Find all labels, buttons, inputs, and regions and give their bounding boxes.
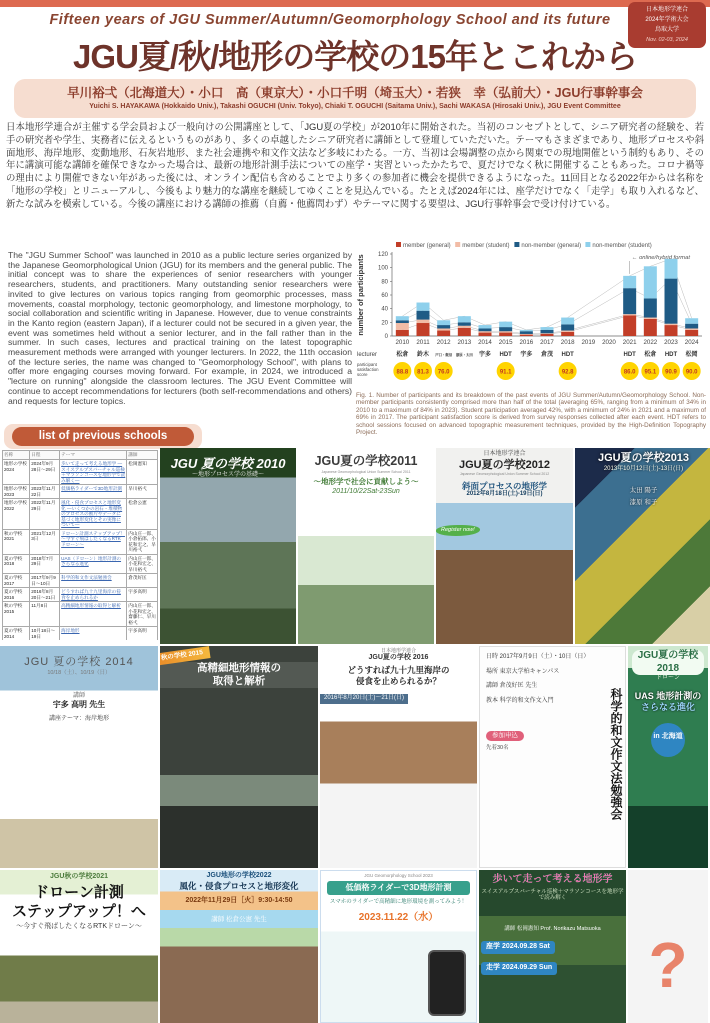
school-name-cell: 地形の学校 2023 — [3, 485, 30, 499]
lecturer-cell: 宇多高明 — [127, 588, 158, 602]
score-value: 81.3 — [417, 369, 429, 376]
poster-2021-line-2: ステップアップ！へ — [12, 902, 146, 920]
date-cell: 10月18日～19日 — [30, 627, 60, 641]
poster-2021-line-1: ドローン計測 — [34, 883, 124, 901]
theme-link[interactable]: 風化・侵食プロセスと地形変化 ―いくつかの岩石・堆積物のプロセスの断片やデータに基づく地形変化とその実像について― — [61, 500, 123, 527]
bar-segment — [520, 334, 533, 335]
poster-2023-line-1: 低価格ライダーで3D地形計測 — [327, 881, 470, 895]
lecturer-name: 鈴木 — [416, 352, 430, 358]
poster-2014-line-2: 講師 — [72, 692, 85, 699]
poster-2014-line-0: JGU 夏の学校 2014 — [24, 656, 134, 668]
bar-segment — [437, 328, 450, 330]
column-header: 講師 — [127, 451, 158, 460]
poster-thumbnail-2016 — [320, 646, 477, 868]
badge-line: 日本地形学連合 — [645, 7, 688, 13]
bar-segment — [561, 324, 574, 330]
connector-line — [568, 276, 630, 318]
lecturer-cell: 内山庄一郎、小倉拓郎、小花和宏之、早川裕弌 — [128, 530, 156, 552]
poster-thumbnail-2012 — [436, 448, 573, 644]
poster-2015-line-2: 取得と解析 — [160, 675, 318, 688]
bar-segment — [499, 322, 512, 327]
bar-segment — [541, 330, 554, 333]
figure-caption: Fig. 1. Number of participants and its breakdown of the past events of JGU Summer/Autumn/Geomorphology School. Non-member participants consistently comprised more than half of the total (averaging 65%, ranging from a minimum of 34% in 2010 to a maximum of 84% in 2023). Student participation averaged 42%, with a minimum of 24% in 2021 and a maximum of 69% in 2017. The participant satisfaction score is derived from survey responses collected after each event. HDT refers to school sessions focused on advanced topographic measurement techniques, provided by the High-Definition Topography Project. — [356, 392, 706, 437]
poster-thumbnail-2022 — [160, 870, 318, 1023]
school-name-cell: 夏の学校2014 — [3, 627, 30, 641]
column-header: 名称 — [3, 451, 30, 460]
school-name-cell: 夏の学校2016 — [3, 588, 30, 602]
connector-line — [568, 288, 630, 324]
legend-label: non-member (student) — [592, 243, 652, 249]
table-row — [3, 554, 158, 574]
bar-segment — [396, 330, 409, 336]
legend-label: non-member (general) — [521, 243, 582, 249]
lecturer-name: 松倉 — [644, 352, 657, 358]
year-label: 2022 — [643, 339, 658, 346]
poster-placeholder — [628, 870, 708, 1023]
table-row — [3, 529, 158, 554]
poster-thumbnail-2021 — [0, 870, 158, 1023]
poster-2011-line-2: ～地形学で社会に貢献しよう～ — [313, 477, 419, 486]
score-value: 90.9 — [665, 369, 677, 376]
lecturer-cell: 宇多高明 — [127, 627, 158, 641]
poster-2014-line-3: 宇多 高明 先生 — [52, 700, 106, 710]
poster-2023-line-0: JGU Geomorphology School 2023 — [364, 873, 433, 878]
date-cell: 11月8日 — [30, 602, 60, 627]
score-row-label: participant — [357, 362, 377, 367]
bar-segment — [644, 319, 657, 336]
poster-2023-line-3: 2023.11.22（水） — [358, 911, 439, 923]
authors-english: Yuichi S. HAYAKAWA (Hokkaido Univ.), Takashi OGUCHI (Univ. Tokyo), Chiaki T. OGUCHI (Saitama Univ.), Sachi WAKASA (Hirosaki Univ.), JGU Event Committee — [89, 103, 621, 110]
lecturer-name: 松岡 — [685, 352, 698, 358]
poster-2022-line-2: 2022年11月29日［火］9:30-14:50 — [185, 897, 293, 905]
lecturer-cell: 松倉公憲 — [127, 499, 158, 530]
bar-segment — [665, 279, 678, 324]
poster-2015-line-1: 高精細地形情報の — [160, 662, 318, 675]
poster-2017-line-6: 先着30名 — [486, 745, 509, 751]
poster-thumbnail-2011 — [298, 448, 434, 644]
y-tick-label: 120 — [377, 252, 388, 258]
theme-cell — [60, 588, 127, 602]
year-label: 2012 — [436, 339, 451, 346]
year-label: 2020 — [602, 339, 616, 346]
table-row — [3, 627, 158, 641]
column-header: テーマ — [60, 451, 127, 460]
bar-segment — [417, 323, 430, 336]
annotation-label: ← online/hybrid format — [631, 255, 690, 261]
poster-thumbnail-2023 — [320, 870, 477, 1023]
placeholder-question-mark: ? — [648, 929, 688, 1001]
poster-2016-line-1: JGU夏の学校 2016 — [368, 654, 429, 662]
date-cell: 2022年11月29日 — [30, 499, 60, 530]
lecturer-cell: 早川裕弌 — [127, 485, 158, 499]
bar-segment — [685, 318, 698, 323]
theme-link[interactable]: 低価格ライダーで3D地形計測 — [61, 486, 123, 491]
bar-segment — [561, 332, 574, 336]
lecturer-cell: 松岡憲知 — [127, 460, 158, 485]
legend-swatch — [514, 242, 519, 247]
table-row — [3, 460, 158, 485]
legend-swatch — [585, 242, 590, 247]
theme-cell — [60, 485, 127, 499]
connector-line — [568, 314, 630, 330]
date-cell: 2021年12月3日 — [30, 529, 60, 554]
poster-thumbnail-2017 — [479, 646, 626, 868]
lecturer-name: 倉茂 — [540, 352, 554, 358]
poster-2024-line-2: 講師 松岡憲知 Prof. Norikazu Matsuoka — [504, 926, 601, 933]
badge-line: 鳥取大学 — [654, 26, 679, 33]
year-label: 2017 — [540, 339, 554, 346]
bar-segment — [417, 303, 430, 311]
poster-2017-line-2: 場所 東京大学柏キャンパス — [486, 668, 560, 675]
score-value: 90.0 — [685, 369, 698, 376]
poster-thumbnail-2024 — [479, 870, 626, 1023]
bar-segment — [685, 328, 698, 329]
bar-segment — [479, 328, 492, 331]
theme-cell — [60, 554, 127, 574]
year-label: 2023 — [664, 339, 678, 346]
smartphone-graphic — [428, 950, 466, 1016]
score-value: 95.1 — [644, 369, 657, 376]
poster-2017-line-3: 講師 倉茂好匡 先生 — [486, 683, 538, 689]
score-value: 76.0 — [437, 369, 450, 376]
bar-segment — [396, 323, 409, 330]
score-row-label: score — [357, 372, 368, 377]
poster-2013-line-2: 太田 陽子 — [629, 487, 658, 495]
poster-2022-line-0: JGU地形の学校2022 — [206, 872, 272, 879]
year-label: 2014 — [478, 339, 492, 346]
theme-link[interactable]: どうすれば九十九里海岸の侵食を止められるか — [61, 589, 121, 600]
legend-swatch — [455, 242, 460, 247]
school-name-cell: 地形の学校 2024 — [3, 460, 30, 485]
lecturer-row-label: lecturer — [357, 352, 378, 358]
score-value: 91.1 — [499, 369, 512, 376]
score-value: 88.8 — [396, 369, 409, 376]
legend-label: member (student) — [462, 243, 510, 249]
school-name-cell: 夏の学校2017 — [3, 574, 30, 588]
lecturer-name: 戸口・飯沼 — [435, 353, 453, 357]
lecturer-name: 松倉 — [396, 352, 409, 358]
poster-2016-line-4: 2016年8月20日(土)～21日(日) — [320, 694, 408, 704]
poster-thumbnail-2013 — [575, 448, 710, 644]
poster-2016-line-2: どうすれば九十九里海岸の — [347, 665, 450, 675]
bar-segment — [417, 311, 430, 320]
poster-thumbnail-2014 — [0, 646, 158, 868]
year-label: 2016 — [519, 339, 534, 346]
poster-2010-line-0: JGU 夏の学校 2010 — [170, 456, 286, 471]
theme-cell — [60, 529, 127, 554]
bar-segment — [499, 331, 512, 332]
bar-segment — [665, 324, 678, 325]
table-row — [3, 602, 158, 627]
poster-2014-line-1: 10/18（土）、10/19（日） — [47, 669, 111, 676]
poster-2024-line-4: 走学 2024.09.29 Sun — [481, 962, 557, 975]
school-name-cell: 地形の学校 2022 — [3, 499, 30, 530]
bar-segment — [396, 316, 409, 320]
schools-heading: list of previous schools — [12, 427, 194, 446]
lecturer-cell: 内山庄一郎、小花和宏之、早川裕弌 — [128, 555, 156, 572]
bar-segment — [417, 320, 430, 323]
poster-2011-line-1: Japanese Geomorphological Union Summer School 2011 — [321, 469, 411, 474]
lecturer-name: HDT — [623, 352, 636, 358]
bar-segment — [437, 325, 450, 328]
poster-2012-line-0: 日本地形学連合 — [483, 451, 526, 457]
bar-segment — [396, 320, 409, 323]
table-row — [3, 499, 158, 530]
bar-segment — [685, 324, 698, 329]
bar-segment — [458, 316, 471, 322]
participants-figure — [356, 240, 708, 395]
table-row — [3, 574, 158, 588]
bar-segment — [561, 331, 574, 332]
bar-segment — [541, 334, 554, 336]
bar-segment — [479, 325, 492, 328]
bar-segment — [520, 330, 533, 331]
poster-2012-line-5: Register now! — [436, 525, 480, 536]
bar-segment — [623, 316, 636, 337]
poster-2014-line-4: 講座テーマ：海岸地形 — [48, 716, 109, 723]
y-axis-label: number of participants — [356, 254, 365, 336]
bar-segment — [541, 327, 554, 330]
lecturer-name: 宇多 — [520, 352, 533, 358]
poster-thumbnail-2018 — [628, 646, 708, 868]
y-tick-label: 80 — [381, 279, 388, 286]
poster-2015-line-0: 秋の学校 2015 — [160, 646, 211, 666]
poster-2017-line-1: 日時 2017年9月9日（土）・10日（日） — [486, 654, 590, 660]
theme-cell — [60, 602, 127, 627]
poster-2017-line-5: 参加申込 — [486, 731, 524, 741]
theme-cell — [60, 574, 127, 588]
abstract-japanese: 日本地形学連合が主催する学会員および一般向けの公開講座として、「JGU夏の学校」が2010年に開始された。当初のコンセプトとして、シニア研究者の経験を、若手の研究者や学生、実務者に伝えるというものがあり、多くの卓越したシニア研究者に講師として登壇していただいた。テーマもさまざまであり、地形プロセスや斜面地形、海岸地形、変動地形、石灰岩地形、また社会連携や和文作文法など多岐にわたる。一方、当初は会場調整の点から関東での現地開催という制約もあり、その年に講演可能な講師を確保できなかった場合は、最新の地形計測手法についての座学・実習といったかたちで、夏だけでなく秋に開催することもあった。コロナ禍等の理由により開催できない年があった後には、オンライン配信も含めることでより多くの参加者に機会を提供できるようになった。11回目となる2022年からは名称を「地形の学校」とリニューアルし、今後もより魅力的な講座を継続してゆくことを見込んでいる。たとえば2024年には、座学だけでなく「走学」も取り入れるなど、新たな試みを模索している。今後の講座における講師の推薦（自薦・他薦問わず）やテーマに関する要望は、JGU行事幹事会で受け付けている。 — [6, 121, 704, 209]
poster-2018-line-3: さらなる進化 — [640, 701, 695, 712]
year-label: 2021 — [622, 339, 637, 346]
date-cell: 2024年9月28日～29日 — [30, 460, 60, 485]
date-cell: 2017年9月9日～10日 — [30, 574, 60, 588]
school-name-cell: 秋の学校2015 — [3, 602, 30, 627]
poster-2012-line-2: Japanese Geomorphological Union Summer School 2012 — [459, 472, 550, 477]
previous-schools-table — [2, 450, 158, 640]
y-tick-label: 0 — [384, 334, 388, 340]
poster-2016-line-0: 日本地形学連合 — [380, 648, 416, 654]
participants-chart — [356, 240, 708, 390]
theme-link[interactable]: ドローン計測ステップアップ！～今すぐ飛ばしたくなるRTKドローン～ — [61, 530, 125, 547]
schools-table-grid — [2, 450, 158, 640]
year-label: 2013 — [457, 339, 472, 346]
poster-thumbnail-2015 — [160, 646, 318, 868]
bar-segment — [479, 333, 492, 336]
column-header: 日程 — [30, 451, 60, 460]
theme-cell — [60, 499, 127, 530]
bar-segment — [623, 276, 636, 288]
authors-band — [14, 79, 696, 118]
bar-segment — [458, 322, 471, 325]
badge-date: Nov. 02-03, 2024 — [646, 36, 688, 43]
lecturer-cell: 倉茂好匡 — [127, 574, 158, 588]
bar-segment — [479, 331, 492, 332]
badge-line: 2024年学術大会 — [645, 16, 689, 23]
lecturer-name: HDT — [499, 352, 512, 358]
theme-link[interactable]: UAS（ドローン）地形計測のさらなる進化 — [61, 555, 122, 566]
table-row — [3, 485, 158, 499]
lecturer-name: 漆原・太田 — [455, 353, 473, 357]
poster-2018-line-2: UAS 地形計測の — [634, 690, 702, 701]
poster-2018-line-1: ドローン — [656, 675, 680, 681]
theme-cell — [60, 627, 127, 641]
theme-link[interactable]: 科学的和文作文法勉強会 — [61, 575, 112, 580]
poster-2024-line-0: 歩いて走って考える地形学 — [492, 874, 613, 885]
poster-2013-line-1: 2013年10月12日(土)-13日(日) — [603, 465, 684, 472]
lecturer-name: HDT — [664, 352, 678, 358]
poster-2013-line-3: 漆原 和子 — [629, 499, 658, 507]
subtitle-english: Fifteen years of JGU Summer/Autumn/Geomorphology School and its future — [49, 12, 611, 28]
bar-segment — [520, 331, 533, 334]
bar-segment — [499, 327, 512, 331]
date-cell: 2016年8月20日～21日 — [30, 588, 60, 602]
top-accent-bar — [0, 0, 710, 7]
theme-link[interactable]: 海岸地形 — [61, 628, 80, 633]
year-label: 2018 — [560, 339, 575, 346]
bar-segment — [644, 318, 657, 319]
year-label: 2015 — [498, 339, 513, 346]
page-title: JGU夏/秋/地形の学校の15年とこれから — [73, 38, 637, 75]
bar-segment — [458, 326, 471, 328]
poster-2021-line-3: ～今すぐ飛ばしたくなるRTKドローン～ — [16, 923, 142, 931]
date-cell: 2018年7月29日 — [30, 554, 60, 574]
bar-segment — [665, 259, 678, 279]
poster-thumbnail-2010 — [160, 448, 296, 644]
date-cell: 2023年11月22日 — [30, 485, 60, 499]
bar-segment — [644, 298, 657, 317]
abstract-english: The "JGU Summer School" was launched in 2010 as a public lecture series organized by the Japanese Geomorphological Union (JGU) for its members and the general public. The initial concept was to share the experiences of senior researchers with younger researchers, students, and practitioners. Many outstanding senior researchers were invited to give lectures on various topics ranging from geomorphic processes, mass movements, coastal morphology, tectonic geomorphology, and limestone morphology, to social collaboration and scientific writing in Japanese. However, due to venue constraints in the Kanto region (eastern Japan), if a lecturer could not be secured in a given year, the event was sometimes held without a senior lecturer, and in the fall rather than in the summer. In such cases, lectures and practical training on the latest topographic measurement methods were arranged with younger lecturers. In 2022, the 11th occasion of the lecture series, the name was changed to "Geomorphology School", with plans to offer more engaging courses moving forward. For example, in 2024, we introduced a "lecture on running" alongside the classroom lectures. The JGU Event Committee will continue to accept recommendations for lecturers (both self-recommendations and others) and requests for lecture topics. — [8, 250, 352, 406]
poster-2024-line-3: 座学 2024.09.28 Sat — [481, 941, 555, 954]
score-row-label: satisfaction — [357, 367, 379, 372]
bar-segment — [520, 335, 533, 336]
y-tick-label: 40 — [381, 306, 388, 313]
theme-cell — [60, 460, 127, 485]
y-tick-label: 100 — [377, 265, 388, 272]
connector-line — [568, 316, 630, 332]
table-row — [3, 588, 158, 602]
lecturer-cell: 内山庄一郎、小花和宏之、齋藤仁、早川裕弌 — [128, 603, 156, 625]
bar-segment — [644, 266, 657, 298]
bar-segment — [665, 325, 678, 336]
poster-2013-line-0: JGU夏の学校2013 — [597, 452, 690, 464]
poster-2011-line-3: 2011/10/22Sat-23Sun — [332, 488, 400, 496]
schools-heading-frame — [4, 424, 202, 449]
theme-link[interactable]: 高精細地形情報の取得と解析 — [61, 603, 121, 608]
year-label: 2019 — [581, 339, 596, 346]
bar-segment — [541, 333, 554, 334]
bar-segment — [561, 318, 574, 325]
bar-segment — [685, 330, 698, 336]
poster-2018-line-4: in 北海道 — [651, 723, 685, 757]
bar-segment — [437, 320, 450, 325]
y-tick-label: 60 — [381, 293, 388, 299]
poster-2010-line-1: ～地形プロセス学の基礎～ — [191, 472, 264, 479]
bar-segment — [623, 288, 636, 314]
school-name-cell: 夏の学校2018 — [3, 554, 30, 574]
bar-segment — [623, 314, 636, 315]
poster-2012-line-1: JGU夏の学校2012 — [458, 458, 551, 471]
poster-2011-line-0: JGU夏の学校2011 — [314, 454, 418, 468]
lecturer-name: HDT — [561, 352, 574, 358]
score-value: 92.8 — [561, 369, 574, 376]
poster-2024-line-1: スイスアルプスバーチャル巡検＋マラソンコースを地形学で読み解く — [481, 888, 624, 902]
poster-2022-line-1: 風化・侵食プロセスと地形変化 — [179, 880, 299, 891]
y-tick-label: 20 — [381, 320, 388, 327]
bar-segment — [499, 333, 512, 336]
poster-2012-line-3: 斜面プロセスの地形学 — [461, 480, 547, 491]
poster-2016-line-3: 侵食を止められるか？ — [355, 675, 441, 686]
year-label: 2024 — [684, 339, 699, 346]
legend-swatch — [396, 242, 401, 247]
poster-2022-line-3: 講師 松倉公憲 先生 — [211, 916, 267, 924]
lecturer-name: 宇多 — [478, 352, 492, 358]
poster-2021-line-0: JGU秋の学校2021 — [50, 873, 108, 880]
bar-segment — [458, 328, 471, 336]
poster-2012-line-4: 2012年8月18日(土)-19日(日) — [466, 491, 543, 498]
poster-2023-line-2: スマホのライダーで高精細に地形環境を測ってみよう！ — [329, 898, 468, 905]
authors-japanese: 早川裕弌（北海道大）・小口 高（東京大）・小口千明（埼玉大）・若狭 幸（弘前大）・JGU行事幹事会 — [67, 86, 643, 100]
poster-2017-line-0: 科学的和文作文法勉強会 — [609, 687, 623, 820]
year-label: 2011 — [416, 339, 430, 346]
legend-label: member (general) — [403, 243, 451, 249]
school-name-cell: 秋の学校2021 — [3, 529, 30, 554]
bar-segment — [437, 331, 450, 336]
theme-link[interactable]: 歩いて走って考える地形学 ―スイスアルプスバーチャル巡検＋マラソンコースを地形学で読み解く― — [61, 461, 126, 483]
poster-2018-line-0: JGU夏の学校2018 — [632, 650, 704, 675]
poster-2017-line-4: 教本 科学的和文作文入門 — [486, 697, 554, 704]
score-value: 86.0 — [623, 369, 636, 376]
year-label: 2010 — [395, 339, 410, 346]
